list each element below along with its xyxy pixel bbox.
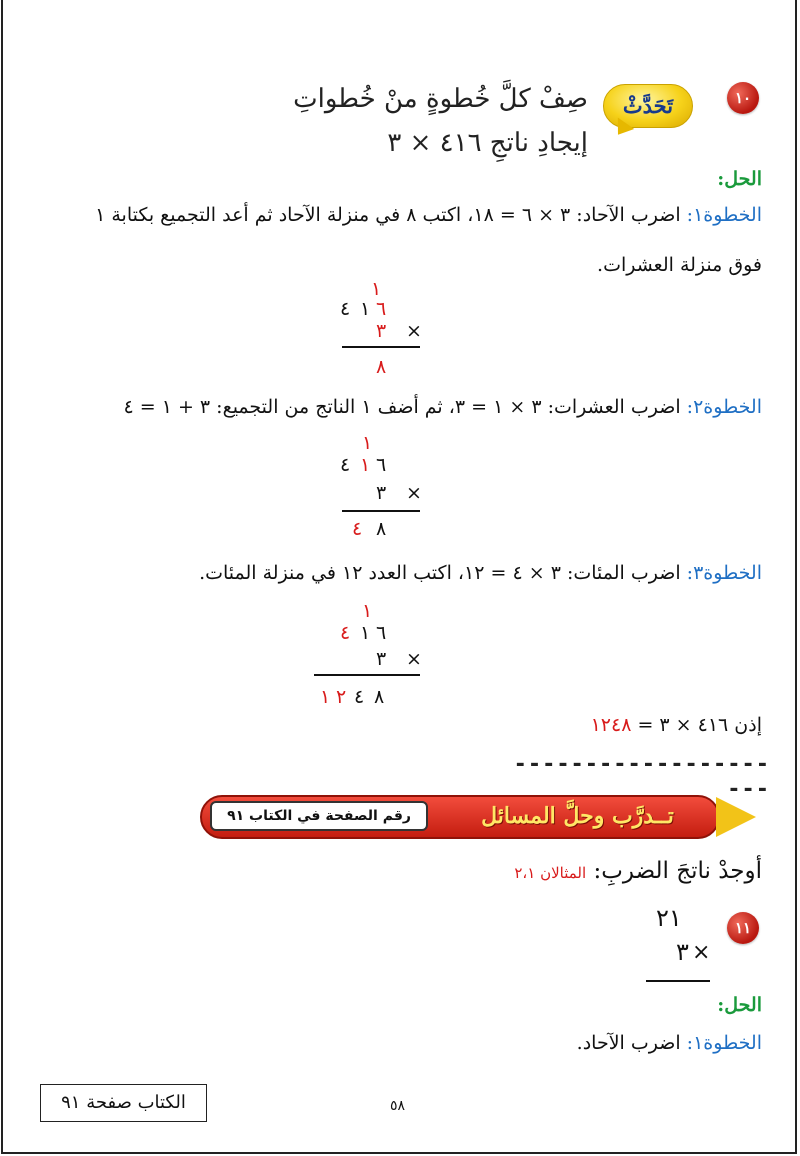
exercise-instruction: أوجدْ ناتجَ الضربِ: — [593, 858, 762, 884]
step2-result-tens: ٤ — [352, 518, 363, 540]
step2-sentence: اضرب العشرات: ٣ × ١ = ٣، ثم أضف ١ الناتج من التجميع: ٣ + ١ = ٤ — [123, 396, 687, 418]
step3-carry: ١ — [362, 600, 373, 622]
question-line-1: صِفْ كلَّ خُطوةٍ منْ خُطواتِ — [293, 84, 588, 114]
q11-calculation — [640, 904, 720, 984]
step1-multiplier: ٣ — [376, 320, 387, 342]
q11-line — [646, 980, 710, 982]
step3-calculation — [318, 600, 438, 710]
dashed-divider: --------------------- — [513, 752, 770, 802]
step3-result-tens: ٤ — [354, 686, 365, 708]
step2-carry: ١ — [362, 432, 373, 454]
conclusion — [362, 714, 762, 736]
step2-line — [342, 510, 420, 512]
banner-page-ref: رقم الصفحة في الكتاب ٩١ — [210, 801, 428, 831]
step3-sentence: اضرب المئات: ٣ × ٤ = ١٢، اكتب العدد ١٢ في منزلة المئات. — [199, 562, 687, 584]
solution-label-2: الحل: — [717, 994, 762, 1016]
q11-top-number: ٢١ — [656, 904, 682, 932]
conclusion-answer: ١٢٤٨ — [590, 714, 632, 736]
solution-label: الحل: — [717, 168, 762, 190]
step3-digit-tens: ١ — [360, 622, 371, 644]
step3-digit-hundreds: ٤ — [340, 622, 351, 644]
step2-calculation — [340, 432, 430, 542]
step1-text-line2: فوق منزلة العشرات. — [597, 254, 762, 276]
step1-digit-hundreds: ٤ — [340, 298, 351, 320]
step2-digit-hundreds: ٤ — [340, 454, 351, 476]
q11-multiplier: ٣ — [676, 938, 689, 966]
times-icon: × — [406, 482, 422, 504]
step1-calculation — [340, 278, 430, 378]
step1-carry: ١ — [371, 278, 382, 300]
step2-label: الخطوة٢: — [686, 396, 762, 418]
step3-label: الخطوة٣: — [686, 562, 762, 584]
step3-text — [32, 562, 762, 584]
step1-text — [32, 204, 762, 226]
times-icon: × — [406, 648, 422, 670]
exercise-title — [262, 858, 762, 884]
talk-label: تَحَدَّثْ — [603, 84, 693, 128]
conclusion-prefix: إذن ٤١٦ × ٣ = — [631, 714, 762, 736]
page-number: ٥٨ — [390, 1098, 406, 1114]
step1-digit-ones: ٦ — [376, 298, 387, 320]
step3-line — [314, 674, 420, 676]
step2-multiplier: ٣ — [376, 482, 387, 504]
banner-title: تــدرَّب وحلَّ المسائل — [481, 803, 674, 829]
step3-multiplier: ٣ — [376, 648, 387, 670]
step1-sentence: اضرب الآحاد: ٣ × ٦ = ١٨، اكتب ٨ في منزلة الآحاد ثم أعد التجميع بكتابة ١ — [95, 204, 687, 226]
q11-step1-label: الخطوة١: — [686, 1032, 762, 1054]
step3-digit-ones: ٦ — [376, 622, 387, 644]
step2-digit-ones: ٦ — [376, 454, 387, 476]
step1-line — [342, 346, 420, 348]
step2-result-ones: ٨ — [376, 518, 387, 540]
practice-banner — [200, 795, 760, 839]
q11-step1-text — [362, 1032, 762, 1054]
step3-result-thousands: ١ — [320, 686, 331, 708]
q11-step1-sentence: اضرب الآحاد. — [576, 1032, 687, 1054]
times-icon: × — [692, 940, 711, 965]
step3-result-ones: ٨ — [374, 686, 385, 708]
step2-digit-tens: ١ — [360, 454, 371, 476]
book-page-ref: الكتاب صفحة ٩١ — [40, 1084, 207, 1122]
step2-text — [32, 396, 762, 418]
exercise-examples: المثالان ٢،١ — [514, 864, 587, 882]
question-number-badge: ١٠ — [727, 82, 759, 114]
step1-digit-tens: ١ — [360, 298, 371, 320]
step3-result-hundreds: ٢ — [336, 686, 347, 708]
times-icon: × — [406, 320, 422, 342]
step1-label: الخطوة١: — [686, 204, 762, 226]
arrow-icon — [716, 797, 756, 837]
step1-result: ٨ — [376, 356, 387, 378]
question-line-2: إيجادِ ناتجِ ٤١٦ × ٣ — [387, 128, 588, 158]
question-number-badge: ١١ — [727, 912, 759, 944]
